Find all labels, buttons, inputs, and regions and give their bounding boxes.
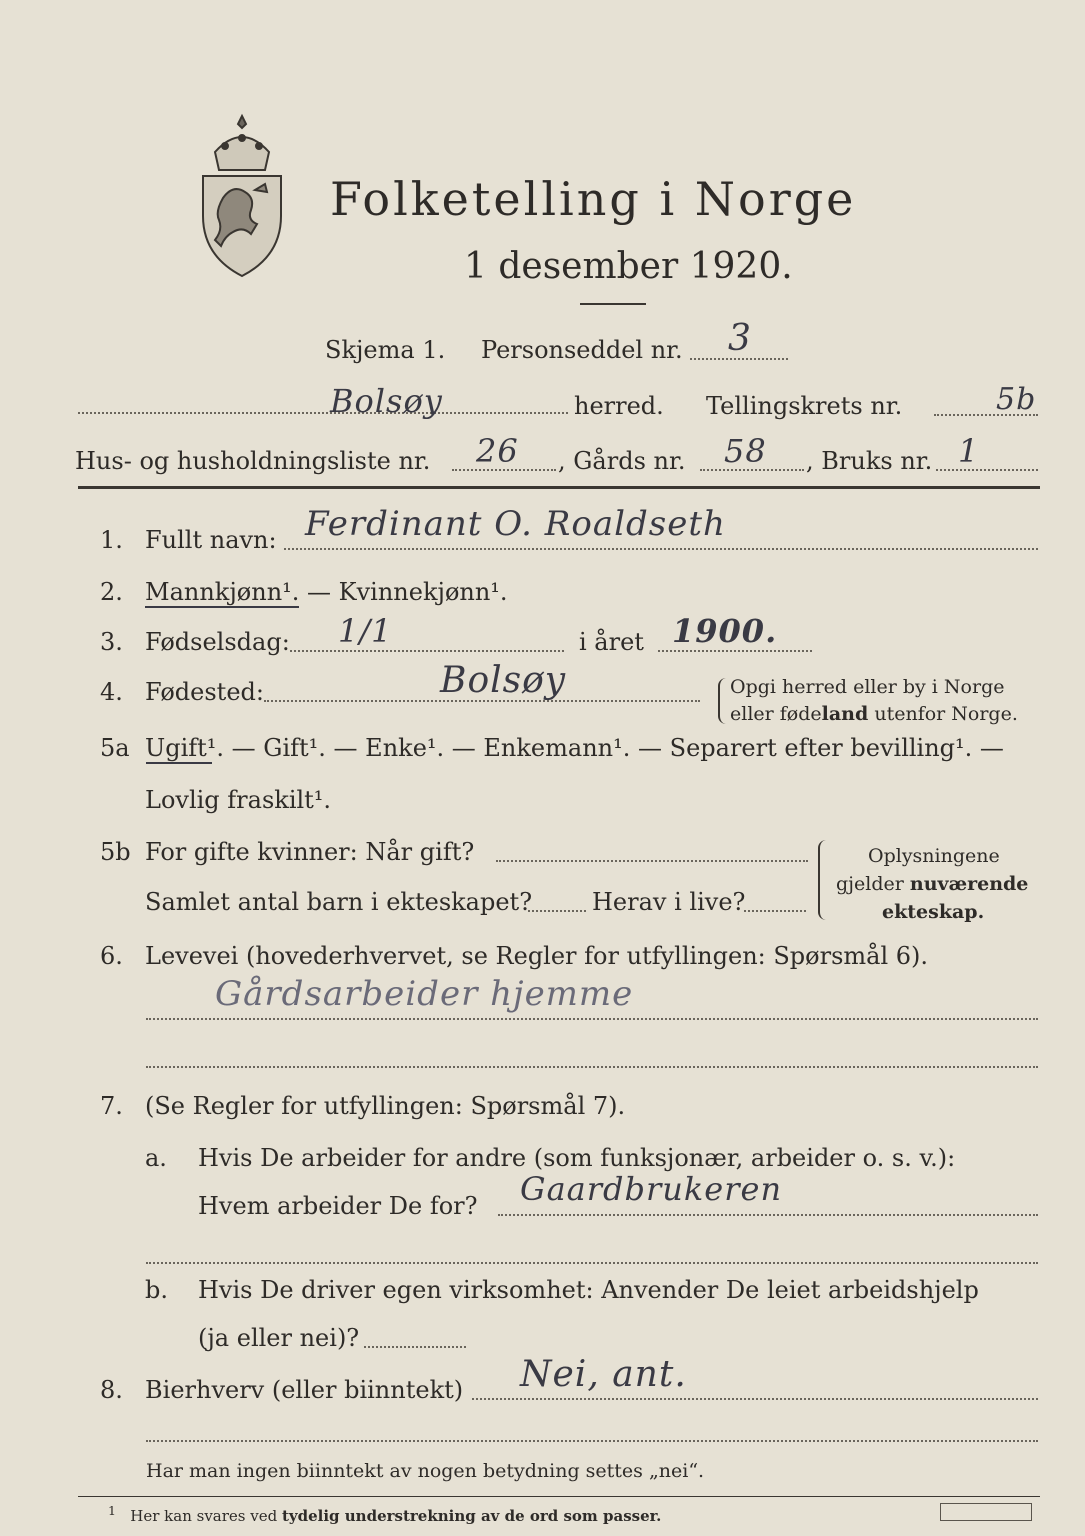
q4-number: 4. (100, 678, 123, 706)
herred-label: herred. (574, 392, 664, 420)
footer-rule (78, 1496, 1040, 1497)
herred-value[interactable]: Bolsøy (330, 382, 443, 420)
side-income-note: Har man ingen biinntekt av nogen betydning settes „nei“. (146, 1460, 705, 1482)
note-text: eller føde (730, 703, 822, 725)
birth-year-value[interactable]: 1900. (672, 612, 778, 650)
q7-number: 7. (100, 1092, 123, 1120)
side-income-value[interactable]: Nei, ant. (520, 1354, 687, 1395)
birthplace-note-2 (730, 703, 1018, 725)
bruks-value[interactable]: 1 (958, 432, 980, 470)
marriage-note-1: Oplysningene (868, 845, 1000, 867)
married-when-label: For gifte kvinner: Når gift? (145, 838, 475, 866)
birthplace-label: Fødested: (145, 678, 264, 706)
female-option[interactable]: Kvinnekjønn¹. (338, 578, 508, 606)
title-divider (580, 303, 646, 305)
employer-value[interactable]: Gaardbrukeren (520, 1170, 783, 1208)
note-bold-text: land (821, 703, 869, 725)
footnote-marker: 1 (108, 1503, 116, 1518)
full-name-value[interactable]: Ferdinant O. Roaldseth (305, 504, 726, 544)
full-name-label: Fullt navn: (145, 526, 277, 554)
q7a-number: a. (145, 1144, 167, 1172)
q7-label: (Se Regler for utfyllingen: Spørsmål 7). (145, 1092, 626, 1120)
tellingskrets-value[interactable]: 5b (996, 382, 1037, 417)
marital-status-options-2[interactable]: Lovlig fraskilt¹. (145, 786, 332, 814)
note-bold-text: nuværende (909, 873, 1029, 895)
occupation-label: Levevei (hovederhvervet, se Regler for utfyllingen: Spørsmål 6). (145, 942, 929, 970)
sex-options (145, 578, 508, 606)
birthplace-note-1: Opgi herred eller by i Norge (730, 676, 1005, 698)
hus-value[interactable]: 26 (476, 432, 519, 470)
personseddel-label: Personseddel nr. (481, 336, 683, 364)
employed-label: Hvis De arbeider for andre (som funksjonær, arbeider o. s. v.): (198, 1144, 956, 1172)
personseddel-value[interactable]: 3 (728, 318, 752, 359)
hus-label: Hus- og husholdningsliste nr. (75, 447, 431, 475)
sex-separator: — (299, 578, 339, 606)
marriage-note-brace (818, 840, 826, 920)
occupation-value[interactable]: Gårdsarbeider hjemme (215, 974, 634, 1014)
marital-status-options[interactable]: Ugift¹. — Gift¹. — Enke¹. — Enkemann¹. — Separert efter bevilling¹. — (145, 734, 1004, 762)
hired-help-label: (ja eller nei)? (198, 1324, 360, 1352)
q7b-number: b. (145, 1276, 168, 1304)
q2-number: 2. (100, 578, 123, 606)
side-income-label: Bierhverv (eller biinntekt) (145, 1376, 464, 1404)
q8-number: 8. (100, 1376, 123, 1404)
employer-label: Hvem arbeider De for? (198, 1192, 478, 1220)
children-count-label: Samlet antal barn i ekteskapet? (145, 888, 533, 916)
birth-year-label: i året (579, 628, 644, 656)
footnote-bold-text: tydelig understrekning av de ord som passer. (281, 1507, 662, 1525)
gards-value[interactable]: 58 (724, 432, 767, 470)
footnote-text: Her kan svares ved (130, 1507, 282, 1525)
census-date: 1 desember 1920. (464, 246, 793, 287)
self-employed-label: Hvis De driver egen virksomhet: Anvender De leiet arbeidshjelp (198, 1276, 979, 1304)
male-option[interactable]: Mannkjønn¹. (145, 578, 300, 606)
note-text: utenfor Norge. (868, 703, 1018, 725)
norway-coat-of-arms-icon (195, 112, 289, 280)
marriage-note-3: ekteskap. (882, 901, 985, 923)
gards-label: , Gårds nr. (558, 447, 686, 475)
bruks-label: , Bruks nr. (806, 447, 933, 475)
ugift-underline (146, 762, 212, 764)
skjema-label: Skjema 1. (325, 336, 446, 364)
birthdate-value[interactable]: 1/1 (338, 612, 393, 650)
birthdate-label: Fødselsdag: (145, 628, 290, 656)
q3-number: 3. (100, 628, 123, 656)
q1-number: 1. (100, 526, 123, 554)
q6-number: 6. (100, 942, 123, 970)
birthplace-note-brace (718, 678, 726, 724)
form-title: Folketelling i Norge (330, 172, 857, 226)
marriage-note-2 (836, 873, 1028, 895)
note-text: gjelder (836, 873, 910, 895)
header-rule (78, 486, 1040, 489)
footnote (108, 1503, 661, 1525)
tellingskrets-label: Tellingskrets nr. (706, 392, 903, 420)
birthplace-value[interactable]: Bolsøy (440, 660, 567, 701)
q5a-number: 5a (100, 734, 130, 762)
printer-stamp (940, 1503, 1032, 1521)
children-alive-label: Herav i live? (592, 888, 746, 916)
q5b-number: 5b (100, 838, 131, 866)
